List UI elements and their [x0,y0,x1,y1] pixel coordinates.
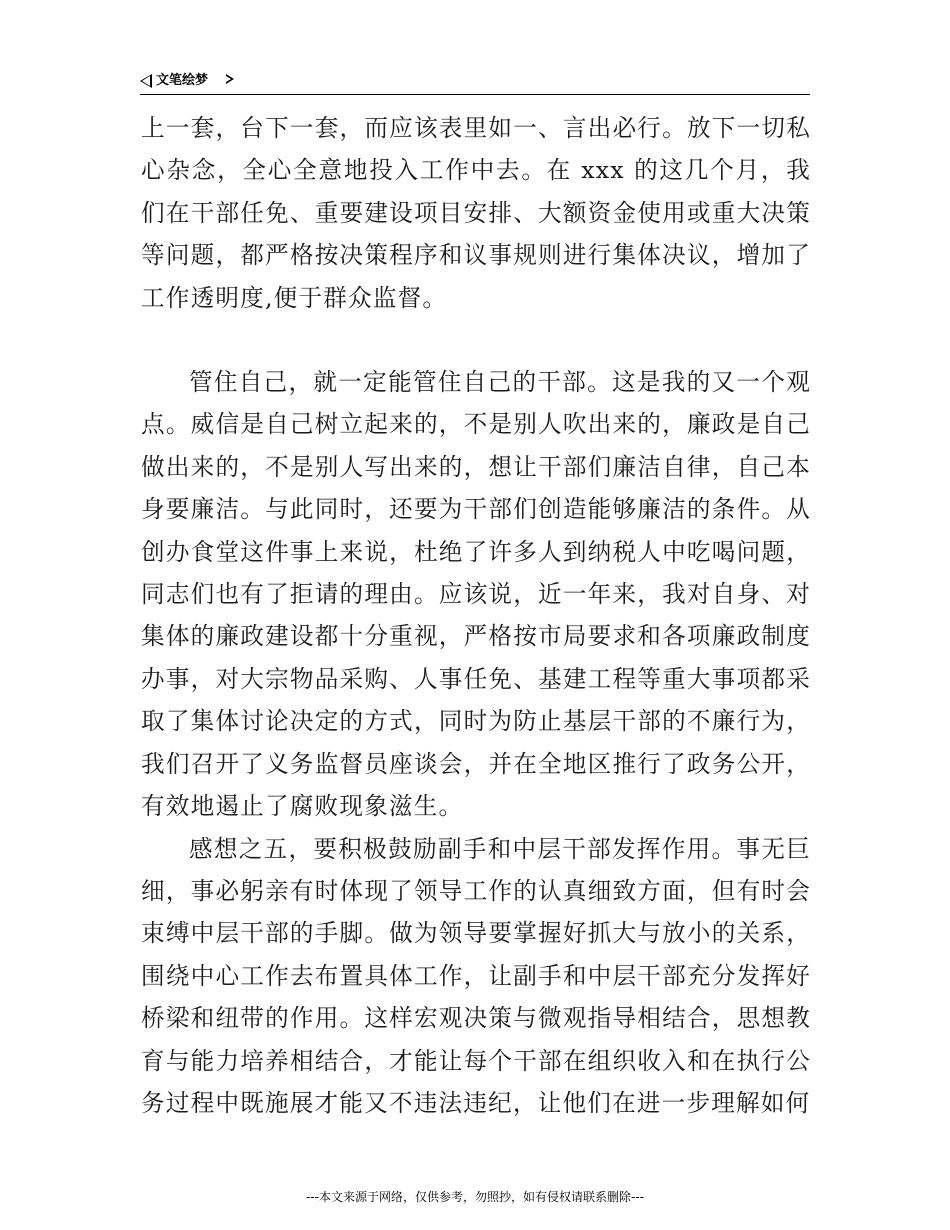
paragraph-gap [141,319,811,361]
paragraph-2: 管住自己，就一定能管住自己的干部。这是我的又一个观点。威信是自己树立起来的，不是别人吹出来的，廉政是自己做出来的，不是别人写出来的，想让干部们廉洁自律，自己本身要廉洁。与此同时，还要为干部们创造能够廉洁的条件。从创办食堂这件事上来说，杜绝了许多人到纳税人中吃喝问题，同志们也有了拒请的理由。应该说，近一年来，我对自身、对集体的廉政建设都十分重视，严格按市局要求和各项廉政制度办事，对大宗物品采购、人事任免、基建工程等重大事项都采取了集体讨论决定的方式，同时为防止基层干部的不廉行为，我们召开了义务监督员座谈会，并在全地区推行了政务公开，有效地遏止了腐败现象滋生。 [141,368,811,821]
page-footer-notice: ---本文来源于网络，仅供参考，勿照抄，如有侵权请联系删除--- [306,1190,644,1204]
page-header [140,72,810,95]
triangle-left-icon-inner [142,76,150,86]
triangle-right-icon-inner [226,76,231,82]
paragraph-3: 感想之五，要积极鼓励副手和中层干部发挥作用。事无巨细，事必躬亲有时体现了领导工作的认真细致方面，但有时会束缚中层干部的手脚。做为领导要掌握好抓大与放小的关系，围绕中心工作去布置具体工作，让副手和中层干部充分发挥好桥梁和纽带的作用。这样宏观决策与微观指导相结合，思想教育与能力培养相结合，才能让每个干部在组织收入和在执行公务过程中既施展才能又不违法违纪，让他们在进一步理解如何 [141,834,811,1117]
header-brand: 文笔绘梦 [156,73,209,88]
document-body [141,107,811,1124]
paragraph-1: 上一套，台下一套，而应该表里如一、言出必行。放下一切私心杂念，全心全意地投入工作中去。在 xxx 的这几个月，我们在干部任免、重要建设项目安排、大额资金使用或重大决策等问题，都严格按决策程序和议事规则进行集体决议，增加了工作透明度,便于群众监督。 [141,114,811,312]
